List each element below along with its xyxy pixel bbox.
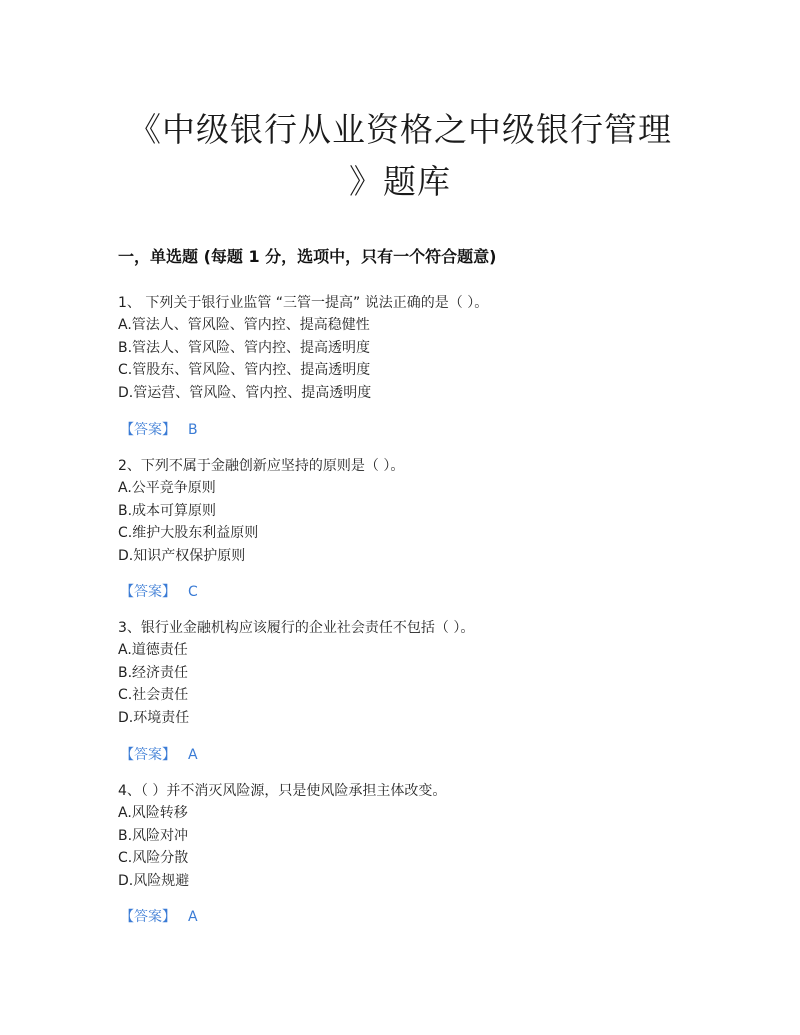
option-c: C.社会责任	[118, 687, 189, 704]
answer-value: C	[188, 584, 198, 600]
answer-2	[120, 581, 198, 603]
question-stem: 3、银行业金融机构应该履行的企业社会责任不包括（ ）。	[118, 620, 475, 636]
option-d: D.风险规避	[118, 872, 190, 889]
option-b: B.管法人、管风险、管内控、提高透明度	[118, 339, 371, 356]
title-line-2: 》题库	[349, 162, 451, 201]
document-title	[100, 104, 700, 208]
option-c: C.管股东、管风险、管内控、提高透明度	[118, 362, 371, 379]
option-b: B.成本可算原则	[118, 502, 217, 519]
option-a: A.风险转移	[118, 805, 188, 822]
answer-label: 【答案】	[120, 422, 176, 438]
option-b: B.经济责任	[118, 664, 189, 681]
section-heading: 一，单选题 (每题 1 分，选项中，只有一个符合题意)	[118, 247, 497, 266]
question-2	[118, 455, 718, 567]
answer-value: A	[188, 909, 198, 925]
question-stem: 1、 下列关于银行业监管 “三管一提高” 说法正确的是（ ）。	[118, 295, 489, 311]
answer-value: A	[188, 747, 198, 763]
option-d: D.管运营、管风险、管内控、提高透明度	[118, 384, 372, 401]
question-stem: 4、（ ）并不消灭风险源，只是使风险承担主体改变。	[118, 783, 447, 799]
answer-3	[120, 744, 198, 766]
option-d: D.知识产权保护原则	[118, 547, 246, 564]
option-b: B.风险对冲	[118, 827, 189, 844]
answer-label: 【答案】	[120, 747, 176, 763]
option-a: A.管法人、管风险、管内控、提高稳健性	[118, 317, 370, 334]
question-3	[118, 617, 718, 729]
answer-value: B	[188, 422, 198, 438]
answer-label: 【答案】	[120, 909, 176, 925]
option-c: C.维护大股东利益原则	[118, 525, 259, 542]
question-stem: 2、下列不属于金融创新应坚持的原则是（ ）。	[118, 458, 405, 474]
question-1	[118, 292, 718, 404]
option-a: A.公平竞争原则	[118, 480, 216, 497]
answer-label: 【答案】	[120, 584, 176, 600]
answer-4	[120, 906, 198, 928]
title-line-1: 《中级银行从业资格之中级银行管理	[128, 110, 672, 149]
answer-1	[120, 419, 198, 441]
option-d: D.环境责任	[118, 709, 190, 726]
question-4	[118, 780, 718, 892]
option-a: A.道德责任	[118, 642, 188, 659]
option-c: C.风险分散	[118, 850, 189, 867]
